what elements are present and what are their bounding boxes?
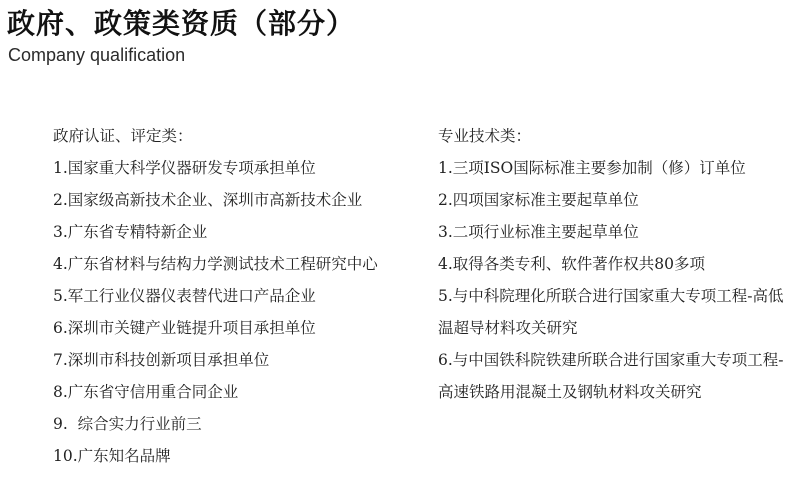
list-item: 2.四项国家标准主要起草单位: [438, 191, 639, 209]
list-item: 3.广东省专精特新企业: [53, 223, 208, 241]
list-item: 6.深圳市关键产业链提升项目承担单位: [53, 319, 316, 337]
list-item: 2.国家级高新技术企业、深圳市高新技术企业: [53, 191, 363, 209]
list-item: 4.广东省材料与结构力学测试技术工程研究中心: [53, 255, 378, 273]
technical-qualifications-heading: 专业技术类：: [438, 127, 532, 145]
list-item: 10.广东知名品牌: [53, 447, 171, 465]
list-item: 9. 综合实力行业前三: [53, 415, 202, 433]
list-item: 5.军工行业仪器仪表替代进口产品企业: [53, 287, 316, 305]
list-item: 7.深圳市科技创新项目承担单位: [53, 351, 270, 369]
page-subtitle: Company qualification: [8, 45, 186, 65]
list-item: 6.与中国铁科院铁建所联合进行国家重大专项工程-高速铁路用混凝土及钢轨材料攻关研究: [438, 351, 784, 401]
list-item: 1.国家重大科学仪器研发专项承担单位: [53, 159, 316, 177]
list-item: 3.二项行业标准主要起草单位: [438, 223, 639, 241]
technical-qualifications-column: [438, 120, 788, 408]
government-qualifications-column: [53, 120, 403, 472]
list-item: 4.取得各类专利、软件著作权共80多项: [438, 255, 706, 273]
page-title: 政府、政策类资质（部分）: [7, 7, 356, 40]
list-item: 8.广东省守信用重合同企业: [53, 383, 239, 401]
list-item: 5.与中科院理化所联合进行国家重大专项工程-高低温超导材料攻关研究: [438, 287, 784, 337]
government-qualifications-heading: 政府认证、评定类：: [53, 127, 193, 145]
list-item: 1.三项ISO国际标准主要参加制（修）订单位: [438, 159, 746, 177]
